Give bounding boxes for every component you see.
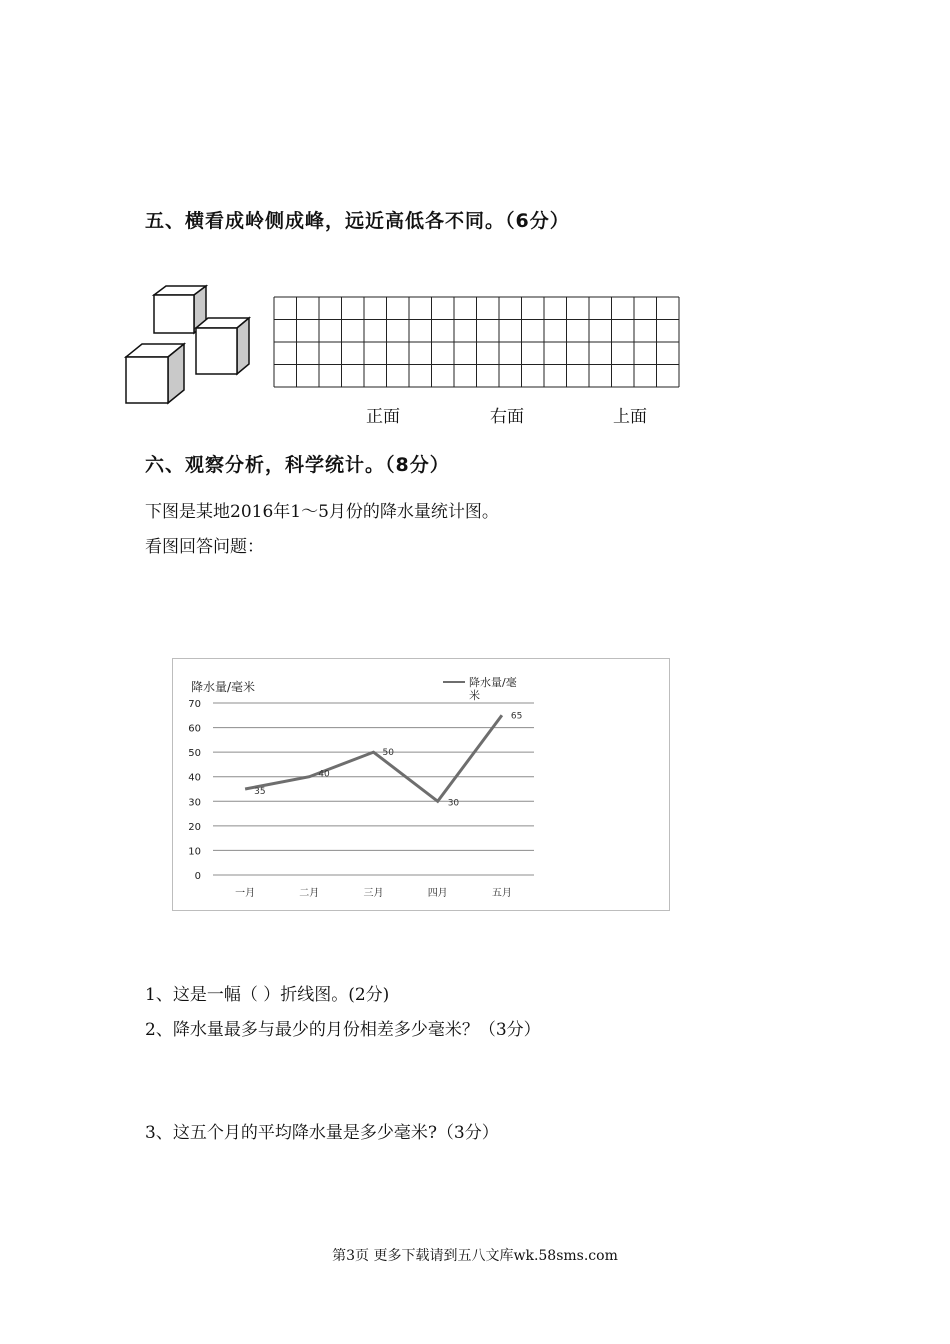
y-tick-label: 70	[188, 699, 201, 710]
precipitation-chart	[172, 658, 670, 911]
label-top-view: 上面	[613, 407, 647, 427]
x-tick-label: 一月	[235, 888, 256, 899]
section6-title: 六、观察分析，科学统计。（8分）	[145, 454, 450, 476]
data-label: 40	[318, 769, 330, 780]
question-2: 2、降水量最多与最少的月份相差多少毫米？（3分）	[145, 1020, 541, 1040]
y-tick-label: 20	[188, 821, 201, 833]
data-label: 30	[447, 798, 460, 809]
label-right-view: 右面	[490, 407, 524, 427]
data-label: 35	[254, 787, 266, 797]
intro-line-1: 下图是某地2016年1～5月份的降水量统计图。	[145, 502, 499, 522]
y-tick-label: 30	[188, 797, 201, 809]
page-footer: 第3页 更多下载请到五八文库wk.58sms.com	[332, 1248, 618, 1264]
y-tick-label: 60	[188, 723, 201, 735]
intro-line-2: 看图回答问题：	[145, 537, 264, 557]
y-tick-label: 10	[188, 846, 201, 858]
question-1: 1、这是一幅（ ）折线图。(2分)	[145, 985, 390, 1005]
y-axis-title: 降水量/毫米	[191, 680, 256, 694]
label-front-view: 正面	[366, 407, 400, 427]
data-label: 65	[510, 711, 523, 722]
data-label: 50	[382, 748, 394, 759]
x-tick-label: 二月	[299, 888, 320, 899]
cube-stack-figure	[118, 280, 258, 410]
drawing-grid[interactable]	[273, 296, 683, 388]
y-tick-label: 50	[188, 748, 201, 760]
y-tick-label: 40	[188, 772, 201, 784]
x-tick-label: 五月	[491, 888, 512, 899]
question-3: 3、这五个月的平均降水量是多少毫米?（3分）	[145, 1123, 499, 1143]
legend-label: 降水量/毫米	[469, 676, 517, 702]
series-line	[245, 715, 502, 801]
x-tick-label: 三月	[363, 888, 384, 899]
x-tick-label: 四月	[427, 888, 448, 899]
section5-title: 五、横看成岭侧成峰，远近高低各不同。（6分）	[145, 210, 570, 232]
y-tick-label: 0	[194, 871, 201, 882]
